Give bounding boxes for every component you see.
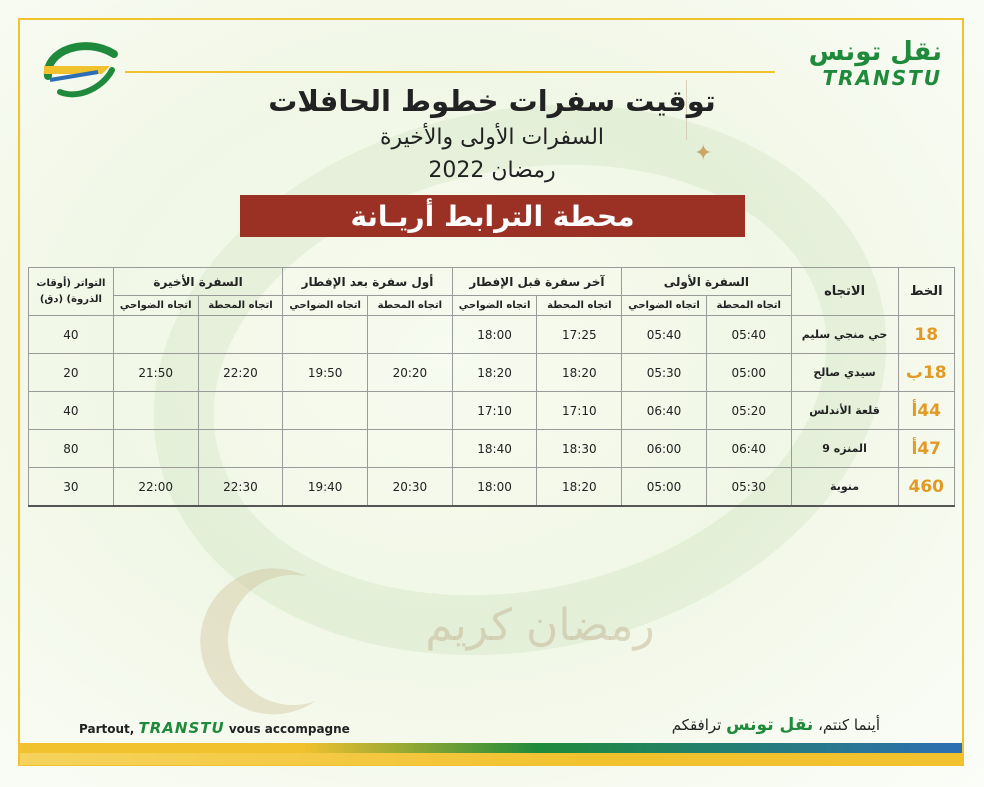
station-banner: محطة الترابط أريـانة — [240, 195, 745, 237]
first-trip-station: 05:40 — [706, 316, 791, 354]
last-trip-suburbs — [113, 316, 198, 354]
post-iftar-station — [368, 316, 453, 354]
destination: قلعة الأندلس — [791, 392, 898, 430]
destination: المنزه 9 — [791, 430, 898, 468]
frequency: 30 — [29, 468, 114, 507]
footer-slogan-arabic — [672, 715, 880, 735]
page-subtitle: السفرات الأولى والأخيرة — [379, 125, 605, 150]
table-row — [29, 468, 955, 507]
table-row — [29, 430, 955, 468]
star-icon: ✦ — [694, 141, 713, 166]
brand-logo — [809, 38, 942, 90]
first-trip-station: 05:20 — [706, 392, 791, 430]
post-iftar-station: 20:30 — [368, 468, 453, 507]
frequency: 40 — [29, 316, 114, 354]
line-number: 18 — [898, 316, 954, 354]
first-trip-suburbs: 06:00 — [622, 430, 707, 468]
subheader-station: اتجاه المحطة — [198, 296, 283, 316]
table-row — [29, 316, 955, 354]
first-trip-station: 05:00 — [706, 354, 791, 392]
table-row — [29, 392, 955, 430]
last-trip-suburbs: 22:00 — [113, 468, 198, 507]
brand-latin: TRANSTU — [822, 66, 942, 90]
destination: حي منجي سليم — [791, 316, 898, 354]
frequency: 20 — [29, 354, 114, 392]
ramadan-calligraphy: رمضان كريم — [425, 600, 655, 651]
line-number: 460 — [898, 468, 954, 507]
first-trip-suburbs: 05:40 — [622, 316, 707, 354]
footer-fr-suffix: vous accompagne — [228, 722, 350, 736]
subheader-station: اتجاه المحطة — [368, 296, 453, 316]
header-last-before-iftar: آخر سفرة قبل الإفطار — [452, 268, 621, 296]
pre-iftar-suburbs: 18:20 — [452, 354, 537, 392]
brand-arabic: نقل تونس — [808, 37, 942, 67]
line-number: 47أ — [898, 430, 954, 468]
pre-iftar-station: 18:20 — [537, 468, 622, 507]
post-iftar-suburbs: 19:50 — [283, 354, 368, 392]
last-trip-suburbs — [113, 430, 198, 468]
subheader-suburbs: اتجاه الضواحي — [113, 296, 198, 316]
pre-iftar-suburbs: 17:10 — [452, 392, 537, 430]
pre-iftar-station: 18:20 — [537, 354, 622, 392]
header-rule — [125, 71, 775, 73]
last-trip-suburbs: 21:50 — [113, 354, 198, 392]
last-trip-suburbs — [113, 392, 198, 430]
pre-iftar-suburbs: 18:00 — [452, 468, 537, 507]
header-line: الخط — [898, 268, 954, 316]
footer-ar-brand: نقل تونس — [726, 715, 814, 735]
header-first-trip: السفرة الأولى — [622, 268, 791, 296]
last-trip-station — [198, 392, 283, 430]
first-trip-suburbs: 06:40 — [622, 392, 707, 430]
frequency: 80 — [29, 430, 114, 468]
post-iftar-suburbs — [283, 316, 368, 354]
post-iftar-station: 20:20 — [368, 354, 453, 392]
subheader-station: اتجاه المحطة — [537, 296, 622, 316]
post-iftar-station — [368, 392, 453, 430]
header-first-after-iftar: أول سفرة بعد الإفطار — [283, 268, 452, 296]
destination: سيدي صالح — [791, 354, 898, 392]
header-frequency: التواتر (أوقات الذروة) (دق) — [29, 268, 114, 316]
table-row — [29, 354, 955, 392]
first-trip-suburbs: 05:30 — [622, 354, 707, 392]
post-iftar-station — [368, 430, 453, 468]
pre-iftar-station: 17:25 — [537, 316, 622, 354]
last-trip-station: 22:30 — [198, 468, 283, 507]
footer-fr-prefix: Partout, — [79, 722, 135, 736]
line-number: 18ب — [898, 354, 954, 392]
footer-ar-prefix: أينما كنتم، — [818, 716, 880, 734]
footer-slogan-french — [79, 719, 350, 737]
subheader-station: اتجاه المحطة — [706, 296, 791, 316]
first-trip-station: 06:40 — [706, 430, 791, 468]
pre-iftar-station: 17:10 — [537, 392, 622, 430]
header-last-trip: السفرة الأخيرة — [113, 268, 282, 296]
destination: منوبة — [791, 468, 898, 507]
last-trip-station — [198, 316, 283, 354]
footer-stripe-bottom — [20, 753, 962, 765]
page-title: توقيت سفرات خطوط الحافلات — [268, 84, 716, 118]
pre-iftar-suburbs: 18:00 — [452, 316, 537, 354]
frequency: 40 — [29, 392, 114, 430]
subheader-suburbs: اتجاه الضواحي — [622, 296, 707, 316]
last-trip-station: 22:20 — [198, 354, 283, 392]
footer-fr-brand: TRANSTU — [138, 719, 225, 737]
header-destination: الاتجاه — [791, 268, 898, 316]
footer-ar-suffix: ترافقكم — [671, 716, 722, 734]
table-header-row — [29, 268, 955, 296]
first-trip-suburbs: 05:00 — [622, 468, 707, 507]
footer-stripe-top — [20, 743, 962, 753]
subheader-suburbs: اتجاه الضواحي — [452, 296, 537, 316]
subheader-suburbs: اتجاه الضواحي — [283, 296, 368, 316]
schedule-table — [28, 267, 955, 507]
post-iftar-suburbs — [283, 430, 368, 468]
post-iftar-suburbs: 19:40 — [283, 468, 368, 507]
pre-iftar-station: 18:30 — [537, 430, 622, 468]
season-label: رمضان 2022 — [428, 158, 556, 183]
post-iftar-suburbs — [283, 392, 368, 430]
pre-iftar-suburbs: 18:40 — [452, 430, 537, 468]
line-number: 44أ — [898, 392, 954, 430]
last-trip-station — [198, 430, 283, 468]
first-trip-station: 05:30 — [706, 468, 791, 507]
